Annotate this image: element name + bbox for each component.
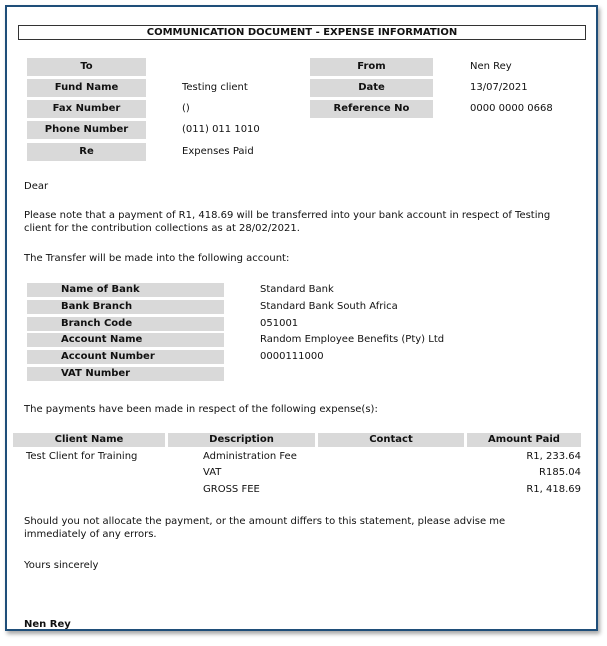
phone-number-value: (011) 011 1010 [182,124,260,135]
vat-number-label: VAT Number [27,367,224,381]
reference-no-label: Reference No [310,100,433,118]
description-cell: VAT [203,467,222,478]
fax-number-label: Fax Number [27,100,146,118]
account-name-label: Account Name [27,333,224,347]
col-header-contact: Contact [318,433,464,447]
salutation: Dear [24,181,49,192]
amount-cell: R185.04 [539,467,581,478]
reference-no-value: 0000 0000 0668 [470,103,553,114]
re-value: Expenses Paid [182,146,254,157]
phone-number-label: Phone Number [27,121,146,139]
to-label: To [27,58,146,76]
expense-document [5,5,598,631]
allocation-paragraph: Should you not allocate the payment, or the amount differs to this statement, please advise me immediately of any errors. [24,516,506,540]
account-number-label: Account Number [27,350,224,364]
expenses-paragraph: The payments have been made in respect of the following expense(s): [24,404,378,415]
bank-branch-value: Standard Bank South Africa [260,301,398,312]
col-header-client-name: Client Name [13,433,165,447]
from-value: Nen Rey [470,61,512,72]
bank-branch-label: Bank Branch [27,300,224,314]
fund-name-value: Testing client [182,82,248,93]
closing-text: Yours sincerely [24,560,99,571]
transfer-paragraph: The Transfer will be made into the following account: [24,253,290,264]
document-title: COMMUNICATION DOCUMENT - EXPENSE INFORMATION [18,25,586,40]
amount-cell: R1, 418.69 [526,484,581,495]
date-value: 13/07/2021 [470,82,528,93]
payment-paragraph: Please note that a payment of R1, 418.69 will be transferred into your bank account in respect of Testing client for the contribution collections as at 28/02/2021. [24,210,551,234]
client-name-cell: Test Client for Training [26,451,138,462]
description-cell: Administration Fee [203,451,297,462]
branch-code-value: 051001 [260,318,299,329]
re-label: Re [27,143,146,161]
bank-name-value: Standard Bank [260,284,334,295]
branch-code-label: Branch Code [27,317,224,331]
from-label: From [310,58,433,76]
account-number-value: 0000111000 [260,351,324,362]
col-header-amount-paid: Amount Paid [467,433,581,447]
col-header-description: Description [168,433,315,447]
amount-cell: R1, 233.64 [526,451,581,462]
account-name-value: Random Employee Benefits (Pty) Ltd [260,334,445,345]
bank-name-label: Name of Bank [27,283,224,297]
fund-name-label: Fund Name [27,79,146,97]
signature-name: Nen Rey [24,619,71,630]
description-cell: GROSS FEE [203,484,260,495]
fax-number-value: () [182,103,190,114]
date-label: Date [310,79,433,97]
